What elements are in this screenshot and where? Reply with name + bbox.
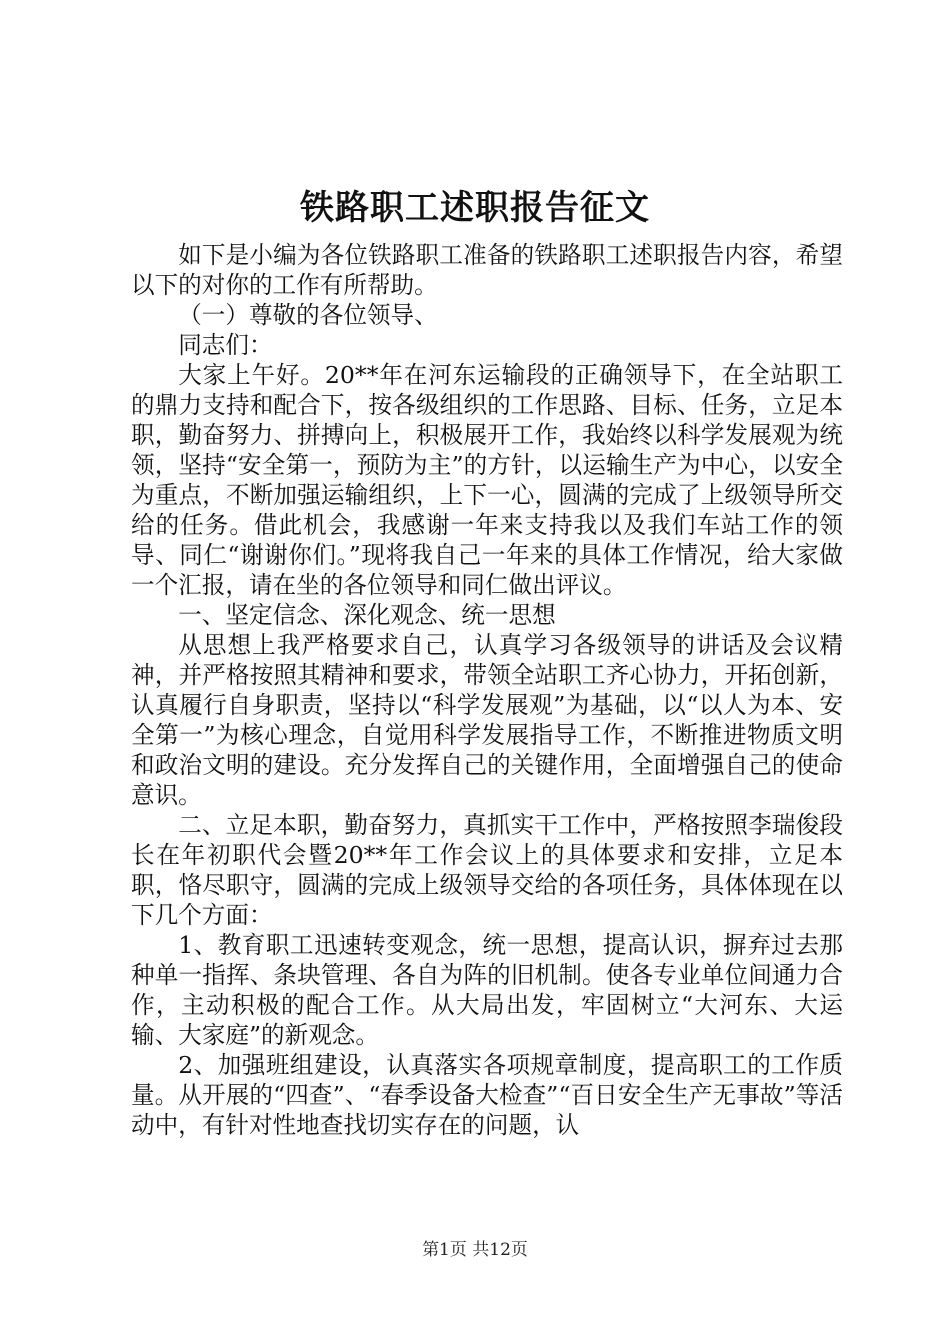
page-number-footer: 第1页 共12页 [422,1240,528,1260]
section-heading-1: 一、坚定信念、深化观念、统一思想 [178,601,556,629]
paragraph-opening: 大家上午好。20**年在河东运输段的正确领导下，在全站职工的鼎力支持和配合下，按各级组织的工作思路、目标、任务，立足本职，勤奋努力、拼搏向上，积极展开工作，我始终以科学发展观为统领，坚持“安全第一，预防为主”的方针，以运输生产为中心，以安全为重点，不断加强运输组织，上下一心，圆满的完成了上级领导所交给的任务。借此机会，我感谢一年来支持我以及我们车站工作的领导、同仁“谢谢你们。”现将我自己一年来的具体工作情况，给大家做一个汇报，请在坐的各位领导和同仁做出评议。 [131,361,843,599]
paragraph-salutation: （一）尊敬的各位领导、 [178,301,438,329]
document-body [131,240,843,1140]
paragraph-item-2: 2、加强班组建设，认真落实各项规章制度，提高职工的工作质量。从开展的“四查”、“春季设备大检查”“百日安全生产无事故”等活动中，有针对性地查找切实存在的问题，认 [131,1051,843,1139]
section-heading-2: 二、立足本职，勤奋努力，真抓实干工作中，严格按照李瑞俊段长在年初职代会暨20**年工作会议上的具体要求和安排，立足本职，恪尽职守，圆满的完成上级领导交给的各项任务，具体体现在以下几个方面： [131,811,843,929]
document-title: 铁路职工述职报告征文 [300,188,650,228]
paragraph-greeting: 同志们： [178,331,273,359]
paragraph-intro: 如下是小编为各位铁路职工准备的铁路职工述职报告内容，希望以下的对你的工作有所帮助。 [131,241,843,299]
paragraph-item-1: 1、教育职工迅速转变观念，统一思想，提高认识，摒弃过去那种单一指挥、条块管理、各自为阵的旧机制。使各专业单位间通力合作，主动积极的配合工作。从大局出发，牢固树立“大河东、大运输、大家庭”的新观念。 [131,931,843,1049]
paragraph-section-1: 从思想上我严格要求自己，认真学习各级领导的讲话及会议精神，并严格按照其精神和要求，带领全站职工齐心协力，开拓创新，认真履行自身职责，坚持以“科学发展观”为基础，以“以人为本、安全第一”为核心理念，自觉用科学发展指导工作，不断推进物质文明和政治文明的建设。充分发挥自己的关键作用，全面增强自己的使命意识。 [131,631,843,809]
